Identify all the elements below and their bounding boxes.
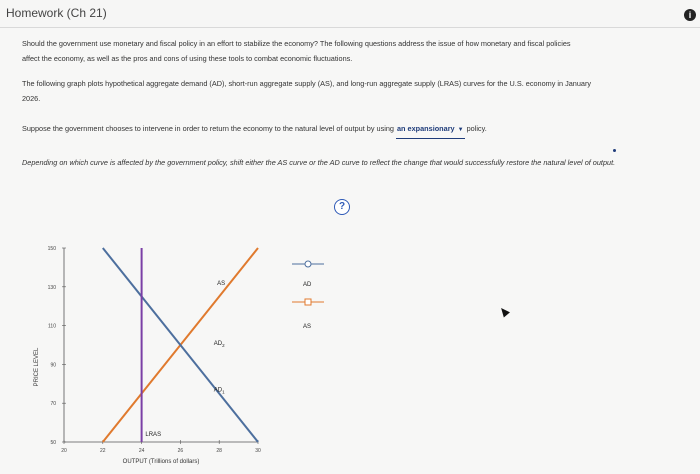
policy-type-value: an expansionary	[397, 124, 455, 133]
y-tick-label: 50	[50, 440, 56, 446]
ad-tool[interactable]	[292, 261, 324, 288]
ad-tool-label: AD	[303, 282, 312, 288]
help-icon[interactable]: ?	[334, 199, 350, 215]
as-tool-square-icon	[305, 299, 311, 305]
as-tool[interactable]	[292, 299, 324, 330]
info-icon[interactable]: i	[684, 9, 696, 21]
curve-label: $AD_1$	[213, 387, 225, 395]
intro-paragraph: Should the government use monetary and fiscal policy in an effort to stabilize the economy? The following questions address the issue of how monetary and fiscal policies affect the economy, as well as the pros and cons of using these tools to combat economic fluctuations.	[22, 39, 571, 63]
policy-sentence-end: policy.	[466, 124, 487, 133]
curve-label-subscript: 1	[222, 389, 225, 395]
y-tick-label: 110	[48, 323, 56, 330]
as-tool-label: AS	[303, 324, 312, 330]
graph-description: The following graph plots hypothetical aggregate demand (AD), short-run aggregate supply (AS), and long-run aggregate supply (LRAS) curves for the U.S. economy in January 2026.	[22, 79, 592, 103]
plot-area	[48, 246, 261, 454]
y-tick-label: 70	[50, 401, 56, 408]
y-tick-label: 150	[47, 246, 56, 252]
y-axis-label: PRICE LEVEL	[34, 347, 40, 387]
x-tick-label: 28	[216, 448, 222, 454]
y-tick-label: 90	[50, 362, 56, 369]
x-tick-label: 24	[138, 448, 145, 454]
curve-label: $AD_2$	[213, 341, 225, 348]
curve-label: LRAS	[145, 432, 162, 439]
y-tick-label: 130	[47, 284, 56, 291]
x-tick-label: 22	[100, 448, 106, 454]
window-title: Homework (Ch 21)	[6, 6, 107, 20]
x-tick-label: 20	[61, 448, 67, 454]
x-tick-label: 26	[177, 448, 184, 454]
instruction-paragraph: Depending on which curve is affected by the government policy, shift either the AS curve or the AD curve to reflect the change that would successfully restore the natural level of output.	[22, 158, 616, 167]
x-tick-label: 30	[255, 448, 261, 454]
ad-tool-circle-icon	[305, 261, 311, 267]
x-axis-label: OUTPUT (Trillions of dollars)	[122, 459, 200, 465]
chevron-down-icon: ▼	[457, 127, 464, 133]
curve-label: AS	[217, 280, 226, 287]
curve-label-subscript: 2	[222, 343, 225, 348]
policy-sentence-start: Suppose the government chooses to intervene in order to return the economy to the natural level of output by using	[22, 124, 394, 133]
